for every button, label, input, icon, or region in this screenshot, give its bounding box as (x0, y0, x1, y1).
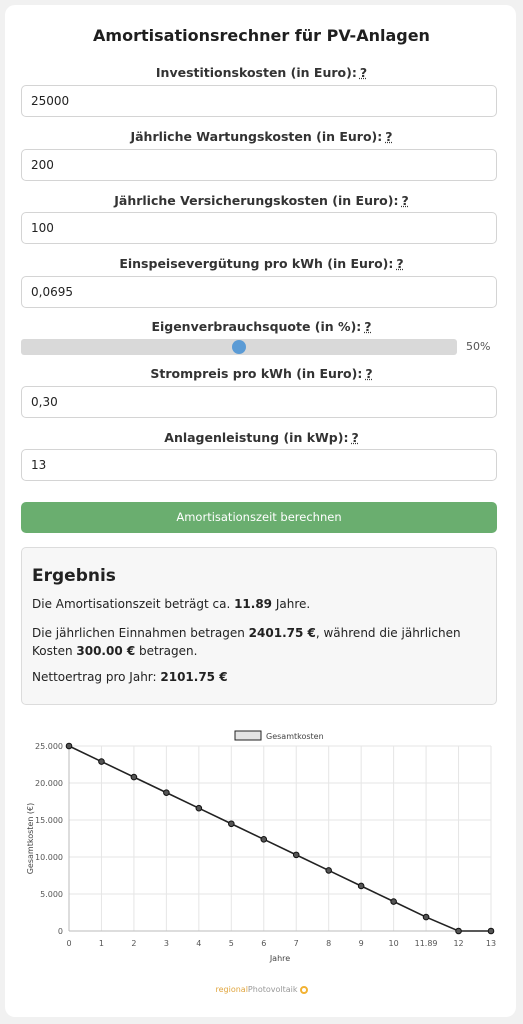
annual-income: 2401.75 € (248, 626, 316, 640)
x-tick-label: 3 (163, 939, 169, 948)
slider-thumb[interactable] (232, 340, 246, 354)
eigenverbrauch-label: Eigenverbrauchsquote (in %): ? (151, 319, 372, 334)
x-tick-label: 0 (66, 939, 72, 948)
x-axis-label: Jahre (269, 954, 291, 963)
eigenverbrauch-help-icon[interactable]: ? (364, 319, 372, 334)
x-tick-label: 2 (131, 939, 137, 948)
series-line (69, 746, 491, 931)
x-tick-label: 9 (358, 939, 364, 948)
strompreis-label: Strompreis pro kWh (in Euro): ? (150, 366, 373, 381)
data-point (99, 759, 105, 765)
investition-input[interactable]: 25000 (21, 85, 497, 117)
data-point (456, 928, 462, 934)
result-amortisation-line: Die Amortisationszeit beträgt ca. 11.89 Jahre. (32, 597, 311, 611)
versicherung-label: Jährliche Versicherungskosten (in Euro): ? (114, 193, 409, 208)
data-point (229, 821, 235, 827)
investition-help-icon[interactable]: ? (359, 65, 368, 80)
leistung-label: Anlagenleistung (in kWp): ? (164, 430, 359, 445)
amortisation-chart (21, 726, 501, 966)
footer-logo: regionalPhotovoltaik (0, 985, 523, 994)
data-point (261, 837, 267, 843)
data-point (358, 883, 364, 889)
amortisation-years: 11.89 (234, 597, 273, 611)
x-tick-label: 7 (293, 939, 299, 948)
versicherung-input[interactable]: 100 (21, 212, 497, 244)
eigenverbrauch-slider[interactable] (21, 339, 457, 355)
x-tick-label: 1 (98, 939, 105, 948)
x-tick-label: 8 (326, 939, 332, 948)
data-point (196, 805, 202, 811)
y-tick-label: 0 (57, 927, 63, 936)
result-heading: Ergebnis (32, 566, 116, 586)
x-tick-label: 6 (261, 939, 267, 948)
result-income-line: Die jährlichen Einnahmen betragen 2401.75 €, während die jährlichen Kosten 300.00 € betragen. (32, 626, 461, 658)
x-tick-label: 4 (196, 939, 202, 948)
result-box (21, 547, 497, 705)
y-tick-label: 15.000 (35, 816, 63, 825)
x-tick-label: 13 (485, 939, 497, 948)
data-point (488, 928, 494, 934)
data-point (326, 868, 332, 874)
y-tick-label: 25.000 (35, 742, 63, 751)
data-point (131, 774, 137, 780)
result-net-line: Nettoertrag pro Jahr: 2101.75 € (32, 670, 228, 684)
net-yield: 2101.75 € (160, 670, 228, 684)
data-point (391, 899, 397, 905)
versicherung-help-icon[interactable]: ? (401, 193, 409, 208)
wartung-label: Jährliche Wartungskosten (in Euro): ? (130, 129, 393, 144)
y-axis-label: Gesamtkosten (€) (26, 802, 35, 875)
legend-label: Gesamtkosten (266, 732, 324, 741)
x-tick-label: 11.89 (414, 939, 438, 948)
data-point (66, 743, 72, 749)
x-tick-label: 12 (453, 939, 464, 948)
x-tick-label: 10 (388, 939, 399, 948)
wartung-help-icon[interactable]: ? (385, 129, 393, 144)
annual-costs: 300.00 € (76, 644, 136, 658)
einspeise-label: Einspeisevergütung pro kWh (in Euro): ? (119, 256, 404, 271)
strompreis-input[interactable]: 0,30 (21, 386, 497, 418)
x-tick-label: 5 (228, 939, 234, 948)
calculate-button[interactable]: Amortisationszeit berechnen (21, 502, 497, 533)
legend-swatch (235, 731, 261, 740)
einspeise-input[interactable]: 0,0695 (21, 276, 497, 308)
page-title: Amortisationsrechner für PV-Anlagen (93, 26, 430, 45)
leistung-help-icon[interactable]: ? (351, 430, 359, 445)
leistung-input[interactable]: 13 (21, 449, 497, 481)
wartung-input[interactable]: 200 (21, 149, 497, 181)
y-tick-label: 5.000 (40, 890, 63, 899)
einspeise-help-icon[interactable]: ? (396, 256, 404, 271)
data-point (293, 852, 299, 858)
data-point (423, 914, 429, 920)
sun-icon (300, 986, 308, 994)
y-tick-label: 20.000 (35, 779, 63, 788)
investition-label: Investitionskosten (in Euro): ? (155, 65, 368, 80)
data-point (164, 790, 170, 796)
eigenverbrauch-value: 50% (466, 340, 491, 353)
strompreis-help-icon[interactable]: ? (365, 366, 373, 381)
y-tick-label: 10.000 (35, 853, 63, 862)
